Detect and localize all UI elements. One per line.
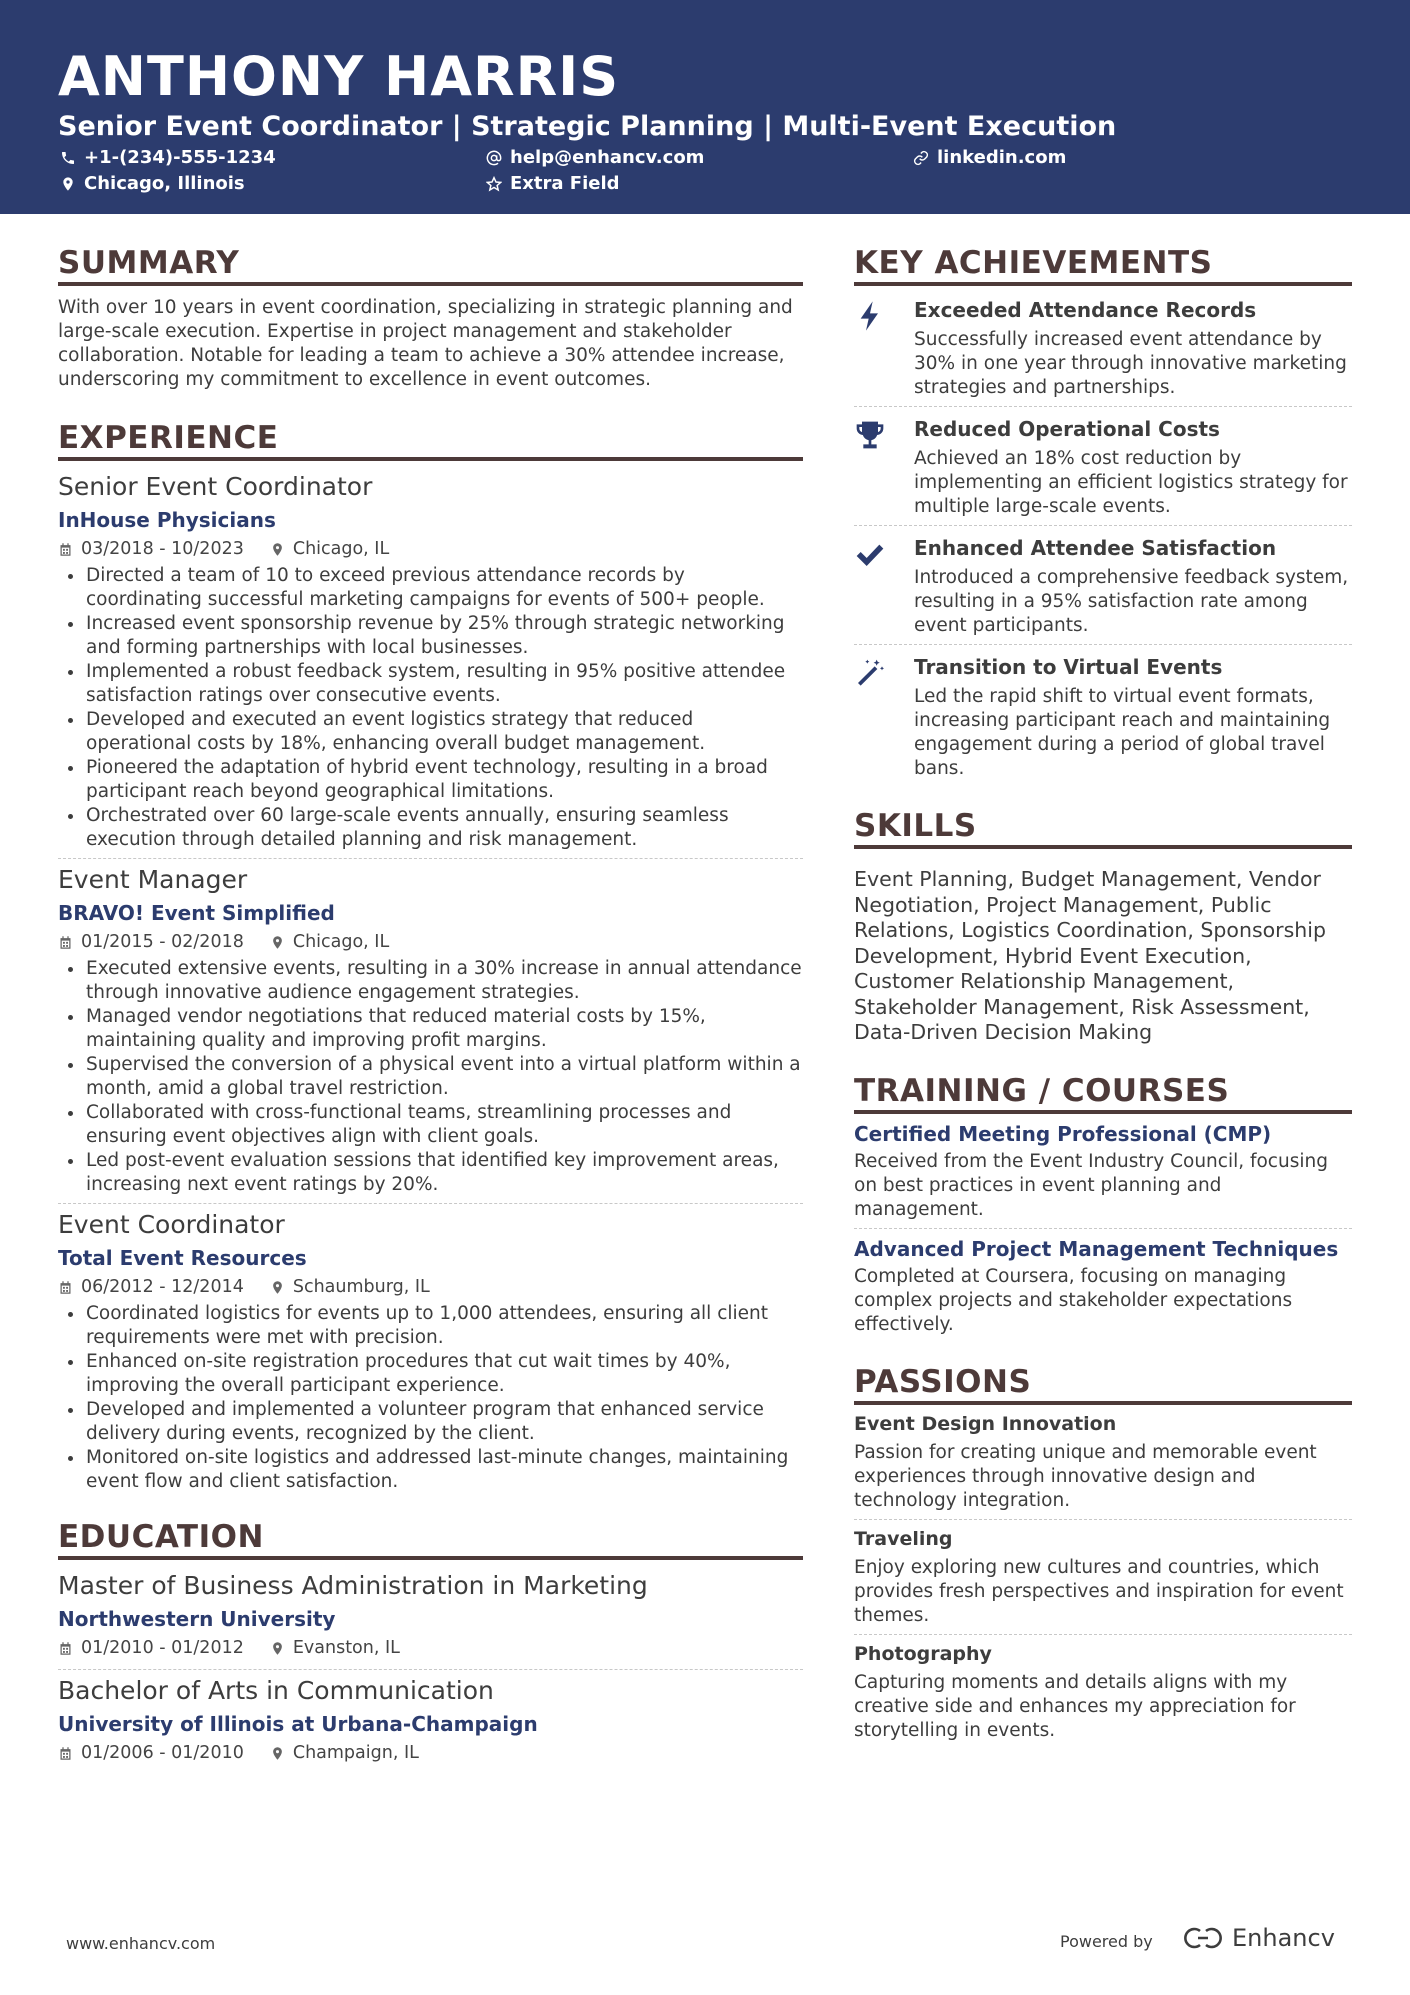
passion-title: Photography bbox=[854, 1642, 992, 1665]
achievement-title: Transition to Virtual Events bbox=[914, 655, 1223, 679]
company-name: BRAVO! Event Simplified bbox=[58, 901, 335, 925]
achievement-text: Introduced a comprehensive feedback system, resulting in a 95% satisfaction rate among event participants. bbox=[914, 567, 1349, 636]
email-link[interactable]: help@enhancv.com bbox=[510, 147, 705, 168]
trophy-icon bbox=[854, 419, 886, 451]
location-text: Chicago, Illinois bbox=[84, 173, 245, 194]
job-meta bbox=[58, 536, 803, 562]
school-name: Northwestern University bbox=[58, 1607, 336, 1631]
course-item bbox=[854, 1120, 1352, 1228]
course-item bbox=[854, 1229, 1352, 1337]
passions-heading: PASSIONS bbox=[854, 1363, 1352, 1405]
education-dates: 01/2006 - 01/2010 bbox=[81, 1743, 244, 1763]
calendar-icon bbox=[58, 1280, 73, 1295]
education-meta bbox=[58, 1740, 803, 1766]
job-location: Schaumburg, IL bbox=[292, 1277, 430, 1297]
bullet-item: Orchestrated over 60 large-scale events annually, ensuring seamless execution through detailed planning and risk management. bbox=[58, 804, 803, 852]
passion-title: Event Design Innovation bbox=[854, 1412, 1117, 1435]
job-dates: 01/2015 - 02/2018 bbox=[81, 932, 244, 952]
achievement-text: Achieved an 18% cost reduction by implementing an efficient logistics strategy for multiple large-scale events. bbox=[914, 448, 1348, 517]
education-location: Champaign, IL bbox=[292, 1743, 419, 1763]
link-icon bbox=[913, 150, 929, 166]
achievement-item bbox=[854, 407, 1352, 525]
bullet-item: Led post-event evaluation sessions that identified key improvement areas, increasing next event ratings by 20%. bbox=[58, 1149, 803, 1197]
education-meta bbox=[58, 1635, 803, 1661]
training-heading: TRAINING / COURSES bbox=[854, 1072, 1352, 1114]
course-title: Certified Meeting Professional (CMP) bbox=[854, 1121, 1272, 1146]
bullet-item: Executed extensive events, resulting in a 30% increase in annual attendance through innovative audience engagement strategies. bbox=[58, 957, 803, 1005]
course-text: Received from the Event Industry Council, focusing on best practices in event planning and management. bbox=[854, 1150, 1328, 1220]
calendar-icon bbox=[58, 542, 73, 557]
education-heading: EDUCATION bbox=[58, 1518, 803, 1560]
experience-section bbox=[58, 419, 803, 1494]
job-dates: 03/2018 - 10/2023 bbox=[81, 539, 244, 559]
passion-item bbox=[854, 1411, 1352, 1519]
education-item bbox=[58, 1570, 803, 1669]
summary-heading: SUMMARY bbox=[58, 244, 803, 286]
achievements-heading: KEY ACHIEVEMENTS bbox=[854, 244, 1352, 286]
passion-text: Enjoy exploring new cultures and countries, which provides fresh perspectives and inspiration for event themes. bbox=[854, 1556, 1344, 1626]
achievement-title: Exceeded Attendance Records bbox=[914, 298, 1257, 322]
passion-item bbox=[854, 1635, 1352, 1743]
job-location: Chicago, IL bbox=[292, 539, 390, 559]
calendar-icon bbox=[58, 1746, 73, 1761]
bullet-item: Implemented a robust feedback system, resulting in 95% positive attendee satisfaction ratings over consecutive events. bbox=[58, 660, 803, 708]
training-section bbox=[854, 1072, 1352, 1337]
right-column bbox=[854, 244, 1352, 1743]
location-pin-icon bbox=[270, 935, 285, 950]
education-location: Evanston, IL bbox=[292, 1638, 400, 1658]
education-section bbox=[58, 1518, 803, 1766]
degree-title: Bachelor of Arts in Communication bbox=[58, 1676, 494, 1705]
course-title: Advanced Project Management Techniques bbox=[854, 1236, 1339, 1261]
location-pin-icon bbox=[270, 1280, 285, 1295]
candidate-tagline: Senior Event Coordinator | Strategic Planning | Multi-Event Execution bbox=[58, 111, 1117, 142]
achievement-item bbox=[854, 645, 1352, 781]
bullet-item: Coordinated logistics for events up to 1,000 attendees, ensuring all client requirements were met with precision. bbox=[58, 1302, 803, 1350]
contact-location bbox=[60, 172, 245, 196]
education-dates: 01/2010 - 01/2012 bbox=[81, 1638, 244, 1658]
contact-phone bbox=[60, 146, 276, 170]
achievement-text: Successfully increased event attendance by 30% in one year through innovative marketing strategies and partnerships. bbox=[914, 329, 1347, 398]
passion-text: Passion for creating unique and memorable event experiences through innovative design and technology integration. bbox=[854, 1441, 1317, 1511]
job-title: Senior Event Coordinator bbox=[58, 472, 373, 501]
checkmark-icon bbox=[854, 538, 886, 570]
passion-title: Traveling bbox=[854, 1527, 953, 1550]
passion-item bbox=[854, 1520, 1352, 1634]
achievements-section bbox=[854, 244, 1352, 781]
experience-item bbox=[58, 471, 803, 858]
skills-text: Event Planning, Budget Management, Vendor Negotiation, Project Management, Public Relations, Logistics Coordination, Sponsorship Development, Hybrid Event Execution, Customer Relationship Management, Stakeholder Management, Risk Assessment, Data-Driven Decision Making bbox=[854, 867, 1326, 1044]
enhancv-logo[interactable] bbox=[1180, 1924, 1335, 1952]
brand-name: Enhancv bbox=[1232, 1924, 1335, 1952]
degree-title: Master of Business Administration in Marketing bbox=[58, 1571, 648, 1600]
job-location: Chicago, IL bbox=[292, 932, 390, 952]
location-pin-icon bbox=[60, 176, 76, 192]
job-title: Event Coordinator bbox=[58, 1210, 285, 1239]
phone-icon bbox=[60, 150, 76, 166]
location-pin-icon bbox=[270, 1746, 285, 1761]
achievement-title: Enhanced Attendee Satisfaction bbox=[914, 536, 1277, 560]
at-sign-icon bbox=[486, 150, 502, 166]
candidate-name: ANTHONY HARRIS bbox=[58, 45, 620, 108]
passions-section bbox=[854, 1363, 1352, 1743]
experience-item bbox=[58, 859, 803, 1203]
job-bullets bbox=[58, 564, 803, 852]
job-meta bbox=[58, 929, 803, 955]
summary-text: With over 10 years in event coordination, specializing in strategic planning and large-scale execution. Expertise in project management and stakeholder collaboration. Notable for leading a team to achieve a 30% attendee increase, underscoring my commitment to excellence in event outcomes. bbox=[58, 297, 793, 390]
school-name: University of Illinois at Urbana-Champaign bbox=[58, 1712, 538, 1736]
job-meta bbox=[58, 1274, 803, 1300]
extra-field-text: Extra Field bbox=[510, 173, 620, 194]
achievement-text: Led the rapid shift to virtual event formats, increasing participant reach and maintaining engagement during a period of global travel bans. bbox=[914, 686, 1331, 779]
achievement-item bbox=[854, 296, 1352, 406]
linkedin-link[interactable]: linkedin.com bbox=[937, 147, 1067, 168]
experience-heading: EXPERIENCE bbox=[58, 419, 803, 461]
bullet-item: Supervised the conversion of a physical event into a virtual platform within a month, amid a global travel restriction. bbox=[58, 1053, 803, 1101]
bullet-item: Monitored on-site logistics and addressed last-minute changes, maintaining event flow and client satisfaction. bbox=[58, 1446, 803, 1494]
bullet-item: Managed vendor negotiations that reduced material costs by 15%, maintaining quality and improving profit margins. bbox=[58, 1005, 803, 1053]
achievement-item bbox=[854, 526, 1352, 644]
calendar-icon bbox=[58, 1641, 73, 1656]
bullet-item: Developed and executed an event logistics strategy that reduced operational costs by 18%, enhancing overall budget management. bbox=[58, 708, 803, 756]
contact-extra bbox=[486, 172, 620, 196]
bullet-item: Pioneered the adaptation of hybrid event technology, resulting in a broad participant reach beyond geographical limitations. bbox=[58, 756, 803, 804]
contact-linkedin[interactable] bbox=[913, 146, 1066, 170]
job-bullets bbox=[58, 1302, 803, 1494]
footer-powered-by: Powered by bbox=[1060, 1932, 1153, 1951]
company-name: Total Event Resources bbox=[58, 1246, 307, 1270]
magic-wand-icon bbox=[854, 657, 886, 689]
phone-text: +1-(234)-555-1234 bbox=[84, 147, 276, 168]
resume-header bbox=[0, 0, 1410, 214]
location-pin-icon bbox=[270, 1641, 285, 1656]
job-dates: 06/2012 - 12/2014 bbox=[81, 1277, 244, 1297]
footer-url[interactable]: www.enhancv.com bbox=[66, 1934, 216, 1953]
course-text: Completed at Coursera, focusing on managing complex projects and stakeholder expectations effectively. bbox=[854, 1265, 1293, 1335]
bullet-item: Developed and implemented a volunteer program that enhanced service delivery during events, recognized by the client. bbox=[58, 1398, 803, 1446]
bullet-item: Collaborated with cross-functional teams, streamlining processes and ensuring event objectives align with client goals. bbox=[58, 1101, 803, 1149]
summary-section bbox=[58, 244, 803, 392]
contact-email[interactable] bbox=[486, 146, 704, 170]
star-icon bbox=[486, 176, 502, 192]
experience-item bbox=[58, 1204, 803, 1494]
left-column bbox=[58, 244, 803, 1766]
achievement-title: Reduced Operational Costs bbox=[914, 417, 1220, 441]
skills-heading: SKILLS bbox=[854, 807, 1352, 849]
company-name: InHouse Physicians bbox=[58, 508, 276, 532]
bullet-item: Increased event sponsorship revenue by 25% through strategic networking and forming partnerships with local businesses. bbox=[58, 612, 803, 660]
bullet-item: Enhanced on-site registration procedures that cut wait times by 40%, improving the overall participant experience. bbox=[58, 1350, 803, 1398]
enhancv-logo-icon bbox=[1180, 1925, 1226, 1951]
job-bullets bbox=[58, 957, 803, 1197]
calendar-icon bbox=[58, 935, 73, 950]
skills-section bbox=[854, 807, 1352, 1046]
job-title: Event Manager bbox=[58, 865, 248, 894]
location-pin-icon bbox=[270, 542, 285, 557]
passion-text: Capturing moments and details aligns with my creative side and enhances my appreciation for storytelling in events. bbox=[854, 1671, 1296, 1741]
education-item bbox=[58, 1670, 803, 1766]
bolt-icon bbox=[854, 300, 886, 332]
bullet-item: Directed a team of 10 to exceed previous attendance records by coordinating successful marketing campaigns for events of 500+ people. bbox=[58, 564, 803, 612]
